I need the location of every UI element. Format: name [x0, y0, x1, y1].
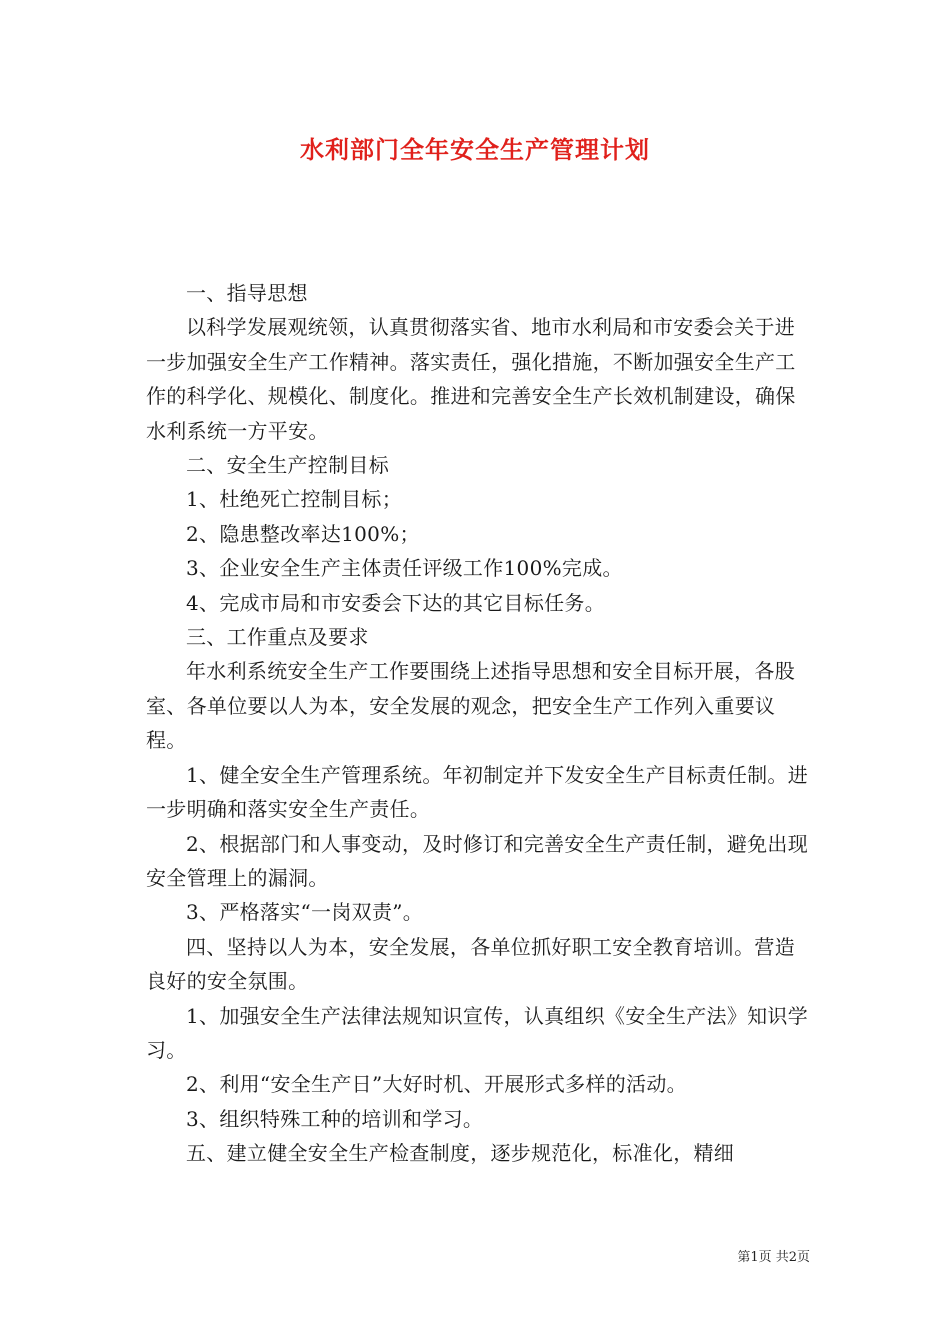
list-item-training-3: 3、组织特殊工种的培训和学习。	[186, 1106, 484, 1131]
list-item-focus-2: 2、根据部门和人事变动，及时修订和完善安全生产责任制，避免出现安全管理上的漏洞。	[146, 831, 809, 890]
list-item-target-1: 1、杜绝死亡控制目标；	[186, 487, 403, 512]
document-title: 水利部门全年安全生产管理计划	[300, 135, 650, 164]
list-item-focus-1: 1、健全安全生产管理系统。年初制定并下发安全生产目标责任制。进一步明确和落实安全生产责任。	[146, 762, 809, 822]
list-item-target-4: 4、完成市局和市安委会下达的其它目标任务。	[186, 590, 606, 615]
document-body	[146, 276, 811, 1171]
heading-inspection-system: 五、建立健全安全生产检查制度，逐步规范化，标准化，精细	[186, 1141, 735, 1166]
page-number: 第1页 共2页	[737, 1250, 810, 1265]
list-item-training-2: 2、利用“安全生产日”大好时机、开展形式多样的活动。	[186, 1072, 687, 1097]
heading-people-oriented: 四、坚持以人为本，安全发展，各单位抓好职工安全教育培训。营造良好的安全氛围。	[146, 934, 795, 994]
heading-guiding-ideology: 一、指导思想	[186, 281, 308, 305]
list-item-target-2: 2、隐患整改率达100%；	[186, 521, 420, 546]
list-item-focus-3: 3、严格落实“一岗双责”。	[186, 900, 424, 925]
heading-work-focus: 三、工作重点及要求	[186, 625, 369, 650]
paragraph-work-focus: 年水利系统安全生产工作要围绕上述指导思想和安全目标开展，各股室、各单位要以人为本，安全发展的观念，把安全生产工作列入重要议程。	[146, 659, 795, 753]
list-item-target-3: 3、企业安全生产主体责任评级工作100%完成。	[186, 556, 623, 581]
heading-control-targets: 二、安全生产控制目标	[186, 453, 389, 478]
paragraph-guiding-ideology: 以科学发展观统领，认真贯彻落实省、地市水利局和市安委会关于进一步加强安全生产工作精神。落实责任，强化措施，不断加强安全生产工作的科学化、规模化、制度化。推进和完善安全生产长效机制建设，确保水利系统一方平安。	[146, 315, 796, 443]
list-item-training-1: 1、加强安全生产法律法规知识宣传，认真组织《安全生产法》知识学习。	[146, 1003, 809, 1062]
